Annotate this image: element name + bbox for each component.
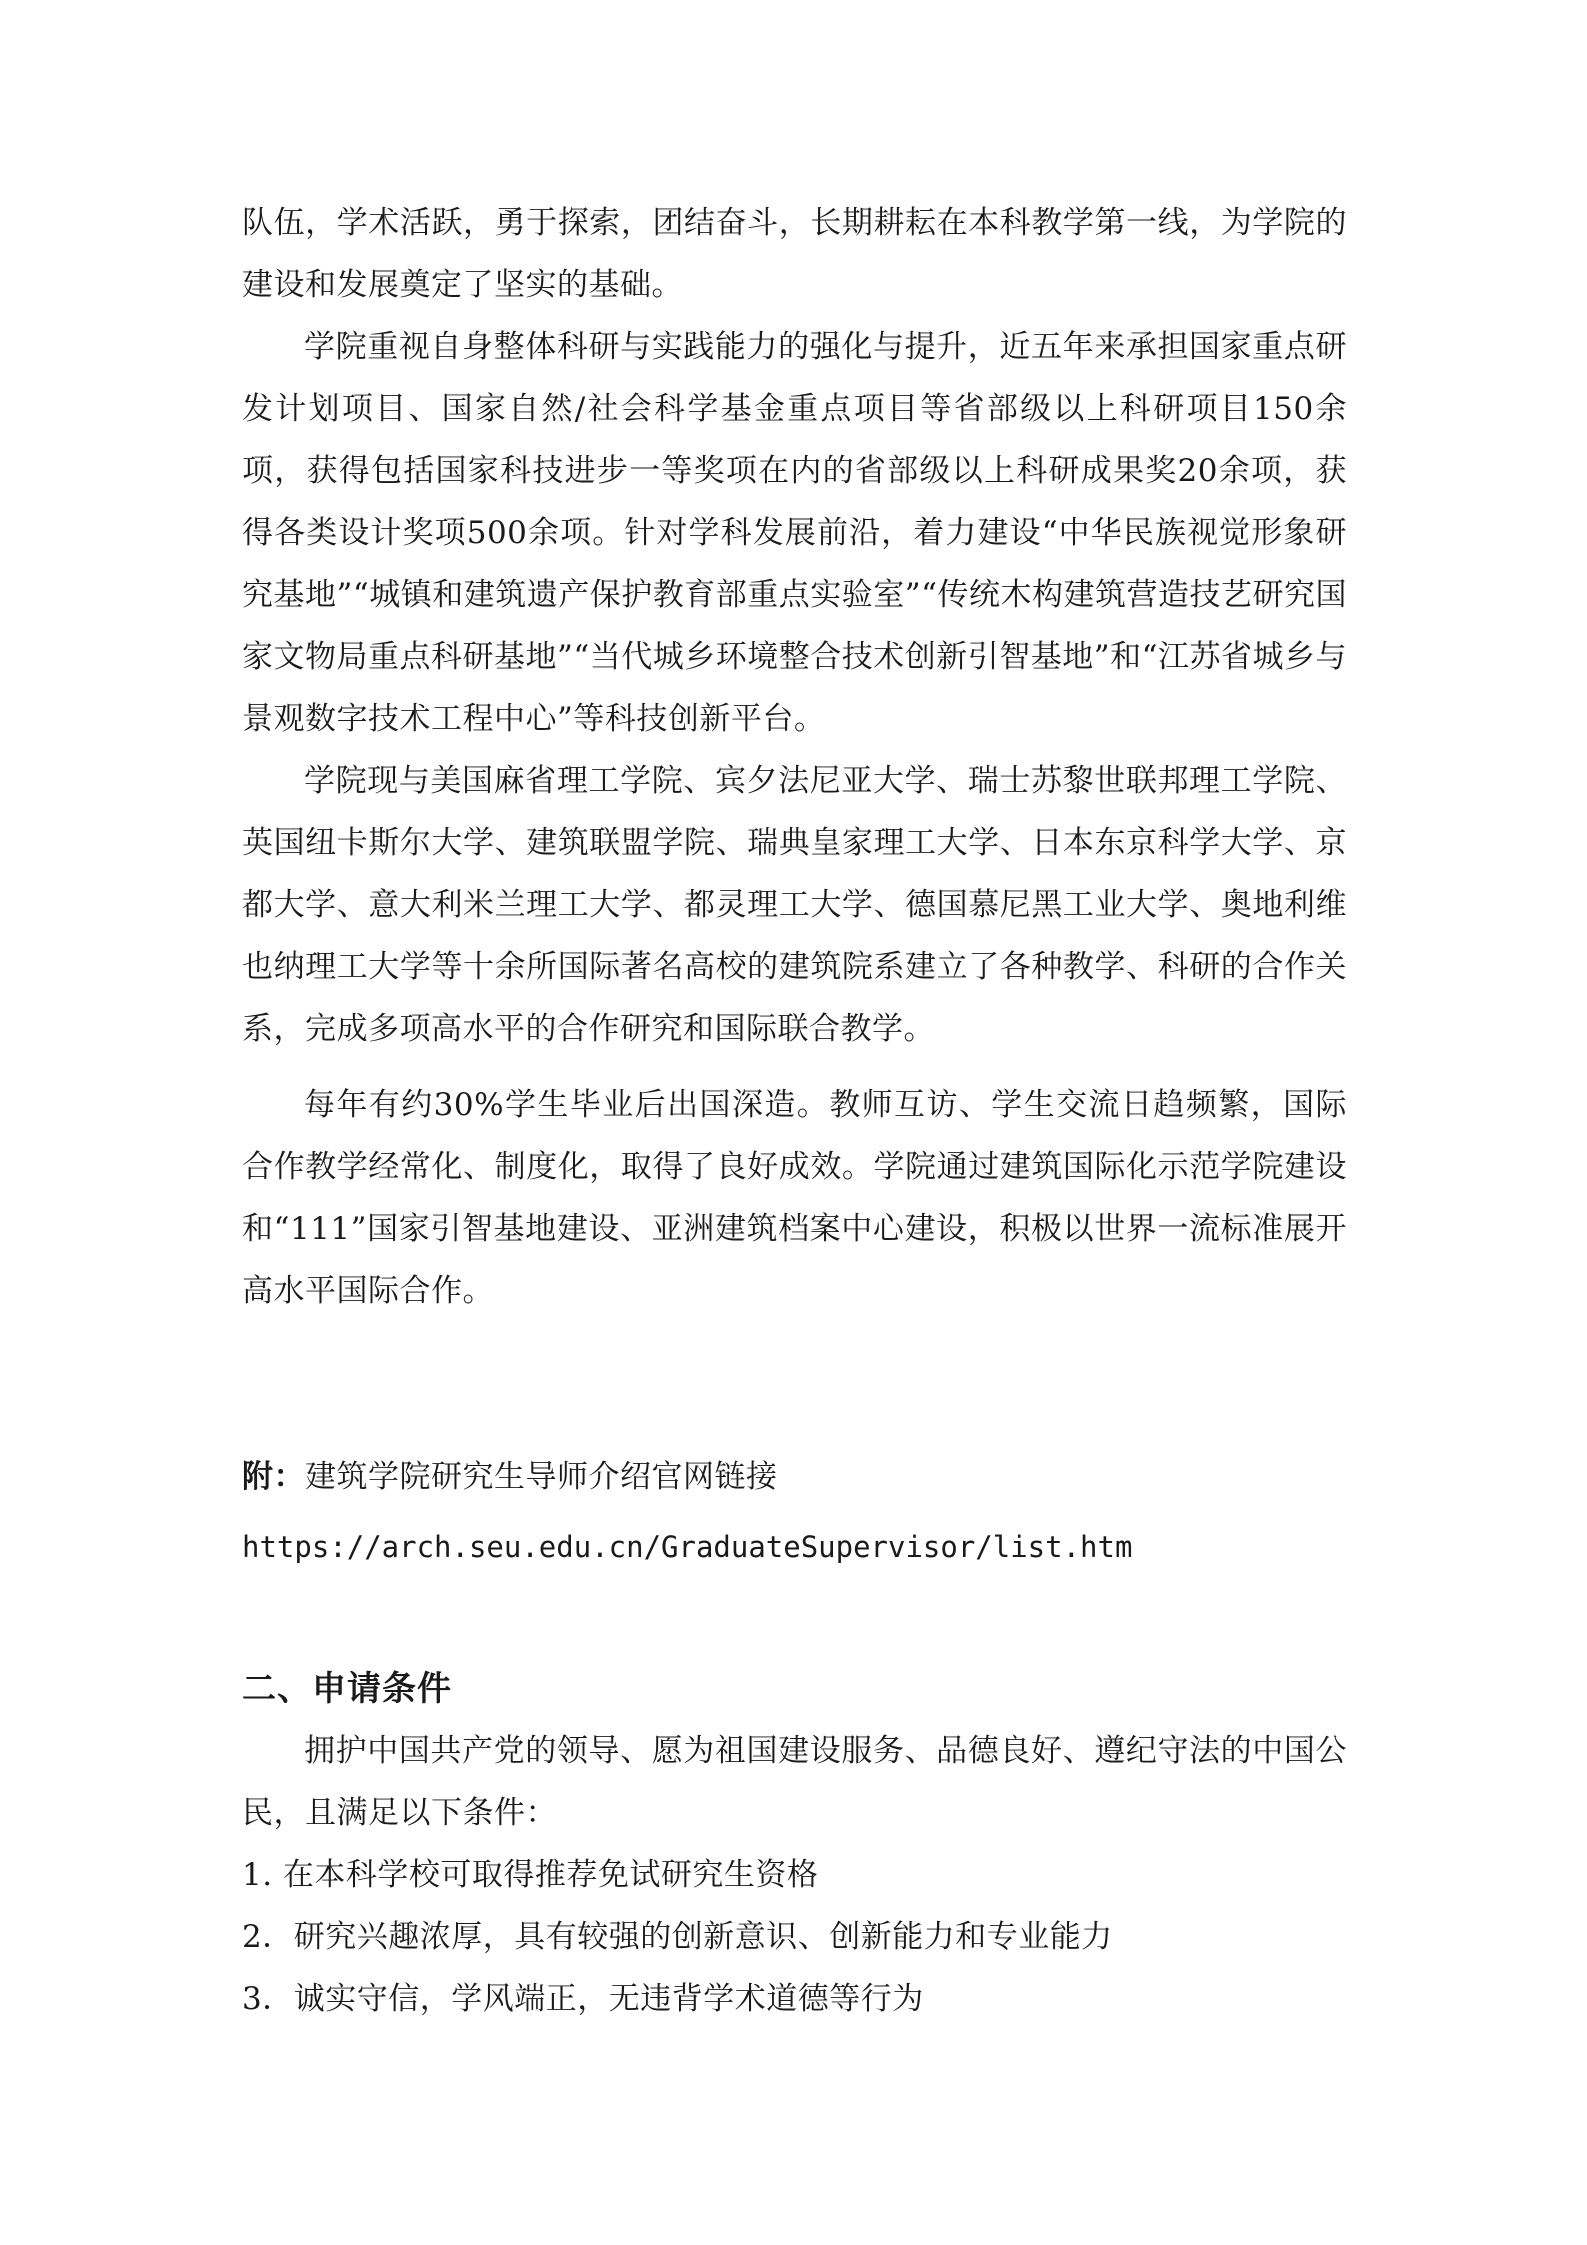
appendix-line [242,1446,1347,1508]
appendix-gap [242,1508,1347,1516]
requirement-item-3: 3．诚实守信，学风端正，无违背学术道德等行为 [242,1981,924,2017]
requirement-item-2: 2．研究兴趣浓厚，具有较强的创新意识、创新能力和专业能力 [242,1919,1113,1955]
appendix-label: 附： [242,1459,305,1495]
supervisor-link[interactable]: https://arch.seu.edu.cn/GraduateSupervisor/list.htm [242,1530,1133,1564]
requirements-intro: 拥护中国共产党的领导、愿为祖国建设服务、品德良好、遵纪守法的中国公民，且满足以下条件： [242,1733,1347,1831]
section-heading-requirements: 二、申请条件 [242,1669,452,1709]
paragraph-gap [242,1060,1347,1074]
paragraph-continuation: 队伍，学术活跃，勇于探索，团结奋斗，长期耕耘在本科教学第一线，为学院的建设和发展奠定了坚实的基础。 [242,205,1347,303]
paragraph-exchange: 每年有约30%学生毕业后出国深造。教师互访、学生交流日趋频繁，国际合作教学经常化、制度化，取得了良好成效。学院通过建筑国际化示范学院建设和“111”国家引智基地建设、亚洲建筑档案中心建设，积极以世界一流标准展开高水平国际合作。 [242,1087,1347,1309]
appendix-text: 建筑学院研究生导师介绍官网链接 [305,1459,778,1495]
paragraph-international-partners: 学院现与美国麻省理工学院、宾夕法尼亚大学、瑞士苏黎世联邦理工学院、英国纽卡斯尔大学、建筑联盟学院、瑞典皇家理工大学、日本东京科学大学、京都大学、意大利米兰理工大学、都灵理工大学、德国慕尼黑工业大学、奥地利维也纳理工大学等十余所国际著名高校的建筑院系建立了各种教学、科研的合作关系，完成多项高水平的合作研究和国际联合教学。 [242,763,1347,1047]
paragraph-research: 学院重视自身整体科研与实践能力的强化与提升，近五年来承担国家重点研发计划项目、国家自然/社会科学基金重点项目等省部级以上科研项目150余项，获得包括国家科技进步一等奖项在内的省部级以上科研成果奖20余项，获得各类设计奖项500余项。针对学科发展前沿，着力建设“中华民族视觉形象研究基地”“城镇和建筑遗产保护教育部重点实验室”“传统木构建筑营造技艺研究国家文物局重点科研基地”“当代城乡环境整合技术创新引智基地”和“江苏省城乡与景观数字技术工程中心”等科技创新平台。 [242,329,1347,737]
requirement-item-1: 1. 在本科学校可取得推荐免试研究生资格 [242,1857,819,1893]
section-gap-2 [242,1578,1347,1658]
document-body [242,192,1347,2030]
section-gap [242,1322,1347,1446]
